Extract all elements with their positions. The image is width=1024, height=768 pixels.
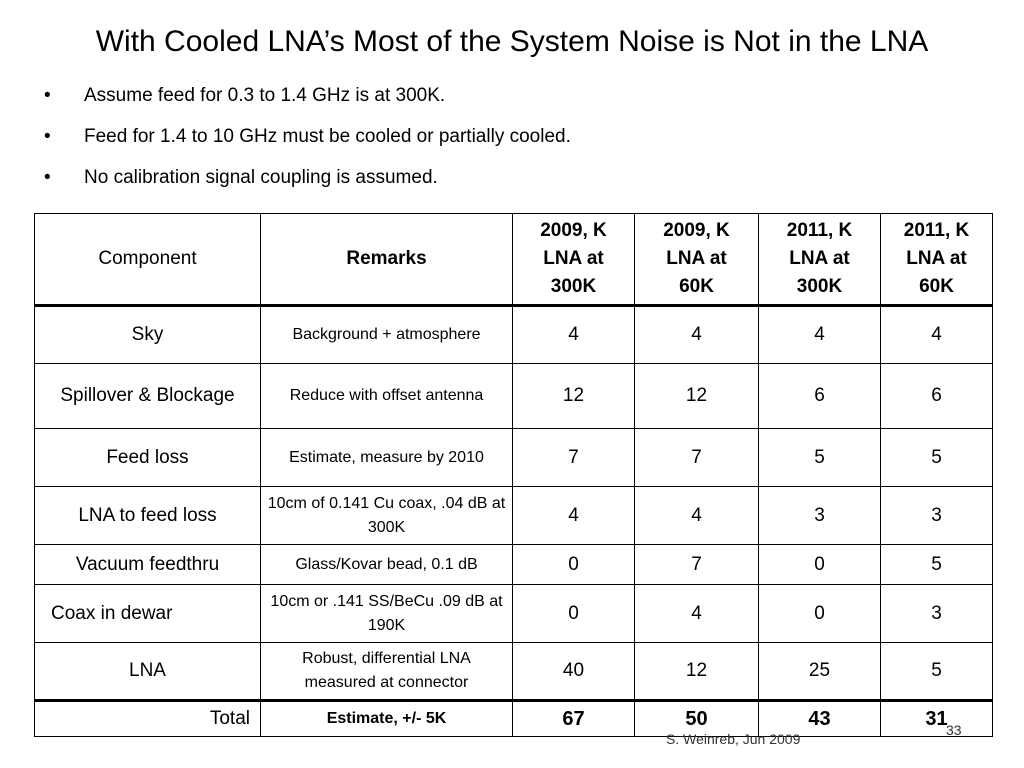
row-remark: Glass/Kovar bead, 0.1 dB [261, 545, 513, 585]
row-remark: Estimate, measure by 2010 [261, 429, 513, 487]
bullet-symbol: • [44, 167, 51, 188]
bullet-item [44, 82, 571, 123]
row-value: 0 [759, 585, 881, 643]
row-value: 5 [881, 643, 993, 701]
row-remark: Background + atmosphere [261, 306, 513, 364]
row-value: 12 [513, 364, 635, 429]
bullet-text: Feed for 1.4 to 10 GHz must be cooled or partially cooled. [84, 126, 571, 147]
row-component: Sky [35, 306, 261, 364]
total-value: 67 [513, 701, 635, 737]
row-value: 12 [635, 643, 759, 701]
row-value: 6 [759, 364, 881, 429]
total-value: 31 [881, 701, 993, 737]
row-value: 40 [513, 643, 635, 701]
row-remark: Robust, differential LNA measured at connector [261, 643, 513, 701]
row-value: 4 [635, 487, 759, 545]
header-2011-300k: 2011, K LNA at 300K [759, 214, 881, 306]
row-value: 4 [635, 306, 759, 364]
author-credit: S. Weinreb, Jun 2009 [666, 731, 801, 747]
table-row [35, 487, 993, 545]
row-value: 7 [635, 429, 759, 487]
total-value: 50 [635, 701, 759, 737]
table-row [35, 643, 993, 701]
table-row [35, 429, 993, 487]
header-2011-60k: 2011, K LNA at 60K [881, 214, 993, 306]
slide-number: 33 [946, 722, 962, 738]
bullet-text: Assume feed for 0.3 to 1.4 GHz is at 300K. [84, 85, 446, 106]
noise-budget-table [34, 213, 993, 737]
row-component: LNA to feed loss [35, 487, 261, 545]
table-row [35, 364, 993, 429]
row-value: 3 [759, 487, 881, 545]
row-value: 4 [759, 306, 881, 364]
row-value: 4 [513, 306, 635, 364]
row-remark: Reduce with offset antenna [261, 364, 513, 429]
row-value: 7 [635, 545, 759, 585]
total-label: Total [35, 701, 261, 737]
total-value: 43 [759, 701, 881, 737]
row-value: 5 [759, 429, 881, 487]
table-row [35, 306, 993, 364]
row-value: 0 [513, 545, 635, 585]
row-component: Coax in dewar [35, 585, 261, 643]
table-header-row [35, 214, 993, 306]
bullet-text: No calibration signal coupling is assumed. [84, 167, 438, 188]
total-remark: Estimate, +/- 5K [261, 701, 513, 737]
row-remark: 10cm of 0.141 Cu coax, .04 dB at 300K [261, 487, 513, 545]
header-component: Component [35, 214, 261, 306]
row-value: 5 [881, 429, 993, 487]
row-remark: 10cm or .141 SS/BeCu .09 dB at 190K [261, 585, 513, 643]
table-row [35, 585, 993, 643]
row-value: 25 [759, 643, 881, 701]
header-2009-60k: 2009, K LNA at 60K [635, 214, 759, 306]
row-value: 7 [513, 429, 635, 487]
row-component: LNA [35, 643, 261, 701]
bullet-symbol: • [44, 85, 51, 106]
row-value: 5 [881, 545, 993, 585]
header-2009-300k: 2009, K LNA at 300K [513, 214, 635, 306]
row-value: 4 [635, 585, 759, 643]
header-remarks: Remarks [261, 214, 513, 306]
bullet-item [44, 123, 571, 164]
row-value: 0 [759, 545, 881, 585]
row-value: 0 [513, 585, 635, 643]
slide-title: With Cooled LNA’s Most of the System Noise is Not in the LNA [95, 25, 929, 58]
row-value: 4 [513, 487, 635, 545]
bullet-list [44, 82, 571, 205]
bullet-symbol: • [44, 126, 51, 147]
total-row [35, 701, 993, 737]
row-value: 3 [881, 487, 993, 545]
bullet-item [44, 164, 571, 205]
row-component: Vacuum feedthru [35, 545, 261, 585]
row-value: 6 [881, 364, 993, 429]
row-component: Feed loss [35, 429, 261, 487]
row-value: 4 [881, 306, 993, 364]
row-component: Spillover & Blockage [35, 364, 261, 429]
row-value: 3 [881, 585, 993, 643]
table-row [35, 545, 993, 585]
row-value: 12 [635, 364, 759, 429]
